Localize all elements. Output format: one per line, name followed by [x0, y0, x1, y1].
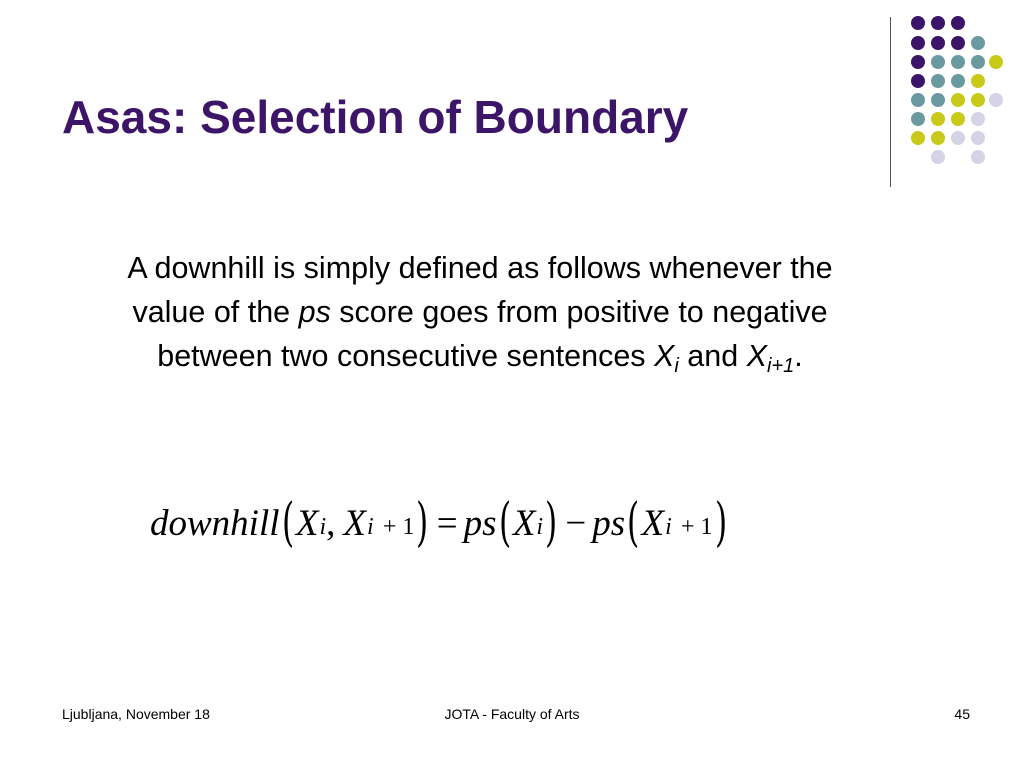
formula-x: X: [641, 502, 665, 544]
formula-minus: −: [565, 502, 587, 544]
open-paren: (: [498, 493, 511, 553]
slide-title: Asas: Selection of Boundary: [62, 91, 689, 143]
dot: [971, 150, 985, 164]
open-paren: (: [281, 493, 294, 553]
formula-function-name: downhill: [150, 502, 280, 544]
dot: [911, 55, 925, 69]
dot: [931, 74, 945, 88]
dot: [951, 131, 965, 145]
formula-sub-i: i: [319, 513, 327, 540]
dot: [971, 55, 985, 69]
formula-plus-one: + 1: [681, 513, 713, 540]
dot: [951, 16, 965, 30]
dot: [911, 131, 925, 145]
formula-ps: ps: [463, 502, 497, 544]
close-paren: ): [714, 493, 727, 553]
dot: [911, 16, 925, 30]
subscript-i-plus-1: i+1: [767, 355, 795, 377]
dot: [911, 112, 925, 126]
formula-sub-i: i: [366, 513, 374, 540]
x-variable: X: [654, 339, 675, 373]
period: .: [794, 339, 803, 373]
open-paren: (: [627, 493, 640, 553]
dot: [931, 131, 945, 145]
formula-comma: ,: [326, 502, 336, 544]
dot: [931, 150, 945, 164]
x-variable: X: [746, 339, 768, 373]
body-text-part: A downhill is simply defined as follows whenever the value of the: [127, 251, 833, 329]
body-text-part: score goes from positive to negative between two consecutive sentences: [157, 295, 828, 373]
close-paren: ): [545, 493, 558, 553]
dot: [931, 112, 945, 126]
dot: [971, 131, 985, 145]
dot: [971, 93, 985, 107]
dot: [951, 112, 965, 126]
dot: [989, 55, 1003, 69]
dot: [931, 55, 945, 69]
footer-event: JOTA - Faculty of Arts: [444, 706, 580, 722]
dot: [989, 93, 1003, 107]
dot: [971, 74, 985, 88]
dot: [951, 93, 965, 107]
downhill-formula: [150, 488, 729, 558]
dot: [971, 36, 985, 50]
ps-term: ps: [298, 295, 331, 329]
slide-body-text: [90, 246, 870, 378]
close-paren: ): [416, 493, 429, 553]
formula-equals: =: [436, 502, 458, 544]
formula-sub-i: i: [536, 513, 544, 540]
subscript-i: i: [674, 355, 679, 377]
and-word: and: [678, 339, 747, 373]
formula-x: X: [343, 502, 366, 544]
dot: [931, 16, 945, 30]
dot: [931, 36, 945, 50]
footer-location-date: Ljubljana, November 18: [62, 706, 210, 722]
dot: [951, 36, 965, 50]
formula-plus-one: + 1: [382, 513, 415, 540]
dot: [911, 93, 925, 107]
dot: [911, 36, 925, 50]
dot: [911, 74, 925, 88]
formula-sub-i: i: [665, 513, 672, 540]
divider-line: [890, 17, 891, 187]
formula-ps: ps: [592, 502, 626, 544]
formula-x: X: [512, 502, 536, 544]
dot: [971, 112, 985, 126]
formula-x: X: [295, 502, 319, 544]
dot: [951, 55, 965, 69]
dot: [931, 93, 945, 107]
page-number: 45: [954, 706, 970, 722]
dot: [951, 74, 965, 88]
